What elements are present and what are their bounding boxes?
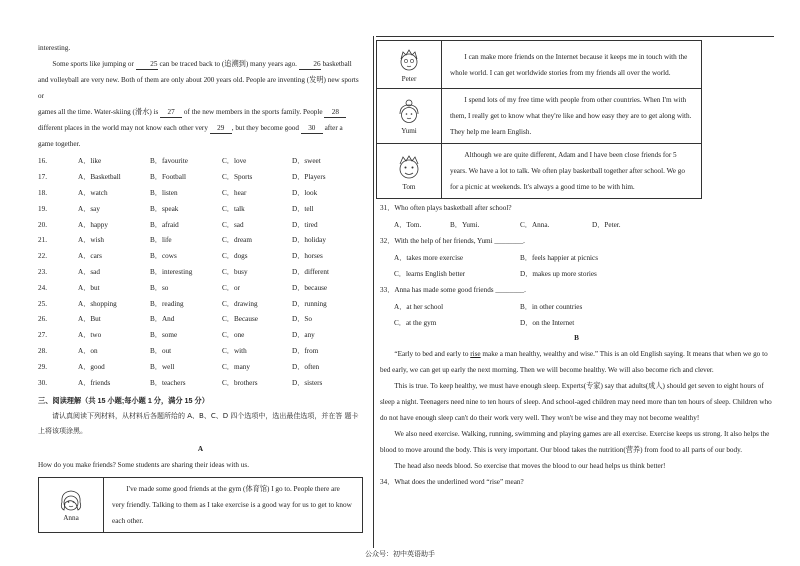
option-d[interactable]: D．different xyxy=(292,267,329,276)
option-row xyxy=(38,201,363,217)
q33-options-row1 xyxy=(380,299,773,315)
question-number: 30. xyxy=(38,378,47,387)
cloze-line: different places in the world may not know each other very 29 , but they become good 30 after a xyxy=(38,124,343,132)
q32-options-row2 xyxy=(380,266,773,282)
q33-options-row2 xyxy=(380,315,773,331)
option-c[interactable]: C．dream xyxy=(222,236,252,245)
passage-b-label: B xyxy=(574,334,579,342)
question-number: 19. xyxy=(38,204,47,213)
tom-text: Although we are quite different, Adam and I have been close friends for 5 years. We have a lot to talk. We often play basketball together after school. We go for a picnic at weekends. It's always a good time to be with him. xyxy=(442,144,702,199)
option-c[interactable]: C．drawing xyxy=(222,299,258,308)
option-d[interactable]: D．any xyxy=(292,331,315,340)
anna-text: I've made some good friends at the gym (体育馆) I go to. People there are very friendly. Talking to them as I take exercise is a good way for us to get to know each other. xyxy=(104,477,363,532)
cloze-blank: 26 xyxy=(299,59,321,70)
intro-tail: interesting. xyxy=(38,44,71,52)
option-c[interactable]: C．one xyxy=(222,331,245,340)
column-divider xyxy=(373,36,374,548)
option-row xyxy=(38,170,363,186)
option-d[interactable]: D．tell xyxy=(292,204,314,213)
passage-a-intro: How do you make friends? Some students are sharing their ideas with us. xyxy=(38,460,249,469)
option-a[interactable]: A．good xyxy=(78,362,105,371)
option-b[interactable]: B．And xyxy=(150,315,175,324)
q32-options-row1 xyxy=(380,250,773,266)
option-c[interactable]: C．dogs xyxy=(222,252,248,261)
option-d[interactable]: D．Players xyxy=(292,173,326,182)
right-column xyxy=(380,40,773,490)
q33-stem: 33．Anna has made some good friends ________. xyxy=(380,286,526,294)
cloze-blank: 25 xyxy=(136,59,158,70)
passage-b-p4: The head also needs blood. So exercise that moves the blood to our head helps us think better! xyxy=(394,462,666,470)
option-d[interactable]: D．sisters xyxy=(292,378,323,387)
option-row xyxy=(38,328,363,344)
question-number: 16. xyxy=(38,157,47,166)
tom-face-icon xyxy=(393,153,425,183)
option-c[interactable]: C．Sports xyxy=(222,173,253,182)
option-row xyxy=(38,265,363,281)
option-b[interactable]: B．some xyxy=(150,331,178,340)
peter-name: Peter xyxy=(401,75,417,83)
cloze-blank: 29 xyxy=(210,123,232,134)
cloze-line: and volleyball are very new. Both of them are only about 200 years old. People are inventing (发明) new sports or xyxy=(38,76,359,100)
yumi-text: I spend lots of my free time with people from other countries. When I'm with them, I really get to know what they're like and how easy they are to get along with. They help me learn English. xyxy=(442,89,702,144)
option-a[interactable]: A．shopping xyxy=(78,299,117,308)
option-b[interactable]: B．reading xyxy=(150,299,184,308)
option-a[interactable]: A．cars xyxy=(78,252,102,261)
option-c[interactable]: C．or xyxy=(222,283,240,292)
q32-option-c[interactable]: C．learns English better xyxy=(394,269,466,278)
cloze-line: game together. xyxy=(38,140,81,148)
cloze-blank: 30 xyxy=(301,123,323,134)
option-a[interactable]: A．friends xyxy=(78,378,111,387)
boy-face-icon xyxy=(394,47,424,75)
question-number: 23. xyxy=(38,267,47,276)
option-b[interactable]: B．listen xyxy=(150,188,178,197)
option-c[interactable]: C．love xyxy=(222,157,247,166)
option-d[interactable]: D．tired xyxy=(292,220,318,229)
option-row xyxy=(38,249,363,265)
option-row xyxy=(38,296,363,312)
anna-card xyxy=(38,477,363,533)
option-c[interactable]: C．many xyxy=(222,362,250,371)
option-b[interactable]: B．afraid xyxy=(150,220,179,229)
option-a[interactable]: A．say xyxy=(78,204,100,213)
question-number: 20. xyxy=(38,220,47,229)
option-b[interactable]: B．teachers xyxy=(150,378,186,387)
option-c[interactable]: C．talk xyxy=(222,204,245,213)
option-a[interactable]: A．Basketball xyxy=(78,173,121,182)
tom-name: Tom xyxy=(402,182,416,191)
option-d[interactable]: D．often xyxy=(292,362,320,371)
option-a[interactable]: A．two xyxy=(78,331,102,340)
option-row xyxy=(38,154,363,170)
footer-credit: 公众号：初中英语助手 xyxy=(365,550,435,558)
q31-option-d[interactable]: D．Peter. xyxy=(592,220,621,229)
option-row xyxy=(38,233,363,249)
option-d[interactable]: D．from xyxy=(292,346,319,355)
option-c[interactable]: C．hear xyxy=(222,188,247,197)
q31-option-c[interactable]: C．Anna. xyxy=(520,220,550,229)
question-number: 28. xyxy=(38,346,47,355)
q31-options xyxy=(380,217,773,233)
option-row xyxy=(38,217,363,233)
option-c[interactable]: C．sad xyxy=(222,220,244,229)
option-a[interactable]: A．but xyxy=(78,283,100,292)
option-a[interactable]: A．happy xyxy=(78,220,108,229)
q32-stem: 32．With the help of her friends, Yumi ________. xyxy=(380,237,525,245)
girl-face-icon xyxy=(56,488,86,514)
option-b[interactable]: B．interesting xyxy=(150,267,193,276)
option-b[interactable]: B．cows xyxy=(150,252,177,261)
q34-stem: 34．What does the underlined word “rise” mean? xyxy=(380,478,524,486)
question-number: 17. xyxy=(38,173,47,182)
option-a[interactable]: A．like xyxy=(78,157,102,166)
question-number: 18. xyxy=(38,188,47,197)
q33-option-d[interactable]: D．on the Internet xyxy=(520,318,575,327)
section3-instruction: 请认真阅读下列材料，从材料后各题所给的 A、B、C、D 四个选项中，选出最佳选项，并在答 题卡上将该项涂黑。 xyxy=(38,411,359,435)
option-b[interactable]: B．Football xyxy=(150,173,186,182)
q31-option-a[interactable]: A．Tom. xyxy=(394,220,422,229)
option-a[interactable]: A．But xyxy=(78,315,101,324)
question-number: 21. xyxy=(38,236,47,245)
cloze-line: Some sports like jumping or 25 can be traced back to (追溯到) many years ago. 26 basketball xyxy=(52,60,352,68)
option-b[interactable]: B．life xyxy=(150,236,172,245)
option-row xyxy=(38,312,363,328)
cloze-line: games all the time. Water-skiing (滑水) is 27 of the new members in the sports family. People 28 xyxy=(38,104,363,120)
passage-a-label: A xyxy=(197,444,204,453)
q33-option-a[interactable]: A．at her school xyxy=(394,302,444,311)
question-number: 25. xyxy=(38,299,47,308)
question-number: 29. xyxy=(38,362,47,371)
option-b[interactable]: B．speak xyxy=(150,204,179,213)
cloze-passage xyxy=(38,56,363,152)
q32-option-d[interactable]: D．makes up more stories xyxy=(520,269,597,278)
option-row xyxy=(38,359,363,375)
passage-b-p2: This is true. To keep healthy, we must have enough sleep. Experts(专家) say that adults(成人) should get seven to eight hours of sleep a night. Teenagers need nine to ten hours of sleep. And school-aged children may need more than ten hours of sleep. Children who do not have enough sleep can't do their work very well. They won't be wise and they may not become wealthy! xyxy=(380,382,772,422)
option-d[interactable]: D．So xyxy=(292,315,312,324)
q33-option-b[interactable]: B．in other countries xyxy=(520,302,583,311)
option-b[interactable]: B．out xyxy=(150,346,172,355)
option-row xyxy=(38,280,363,296)
yumi-face-icon xyxy=(394,99,424,127)
option-c[interactable]: C．Because xyxy=(222,315,258,324)
passage-b-p1: “Early to bed and early to rise make a man healthy, wealthy and wise.” This is an old English saying. It means that when we go to bed early, we can get up early the next morning. Then we will become healthy. We will also become rich and clever. xyxy=(380,350,768,374)
section3-title: 三、阅读理解（共 15 小题;每小题 1 分，满分 15 分） xyxy=(38,395,209,405)
option-a[interactable]: A．on xyxy=(78,346,98,355)
cloze-blank: 28 xyxy=(324,107,346,118)
passage-b-p3: We also need exercise. Walking, running, swimming and playing games are all exercise. Exercise keeps us strong. It also helps the blood to move around the body. This is very important. Our blood takes the nutrition(营养) from food to all parts of our body. xyxy=(380,430,770,454)
option-d[interactable]: D．horses xyxy=(292,252,323,261)
q32-option-a[interactable]: A．takes more exercise xyxy=(394,253,464,262)
question-number: 27. xyxy=(38,331,47,340)
q32-option-b[interactable]: B．feels happier at picnics xyxy=(520,253,599,262)
right-top-rule xyxy=(376,36,774,37)
peter-text: I can make more friends on the Internet because it keeps me in touch with the whole world. I can get worldwide stories from my friends all over the world. xyxy=(442,41,702,89)
option-b[interactable]: B．favourite xyxy=(150,157,188,166)
people-cards xyxy=(376,40,702,199)
option-c[interactable]: C．busy xyxy=(222,267,248,276)
underlined-word-rise: rise xyxy=(470,350,481,358)
question-number: 24. xyxy=(38,283,47,292)
option-a[interactable]: A．wish xyxy=(78,236,104,245)
question-number: 22. xyxy=(38,252,47,261)
option-c[interactable]: C．brothers xyxy=(222,378,258,387)
q31-option-b[interactable]: B．Yumi. xyxy=(450,220,480,229)
option-d[interactable]: D．holiday xyxy=(292,236,326,245)
q31-stem: 31．Who often plays basketball after school? xyxy=(380,204,512,212)
option-c[interactable]: C．with xyxy=(222,346,247,355)
option-b[interactable]: B．well xyxy=(150,362,175,371)
anna-name: Anna xyxy=(63,514,79,523)
option-d[interactable]: D．sweet xyxy=(292,157,321,166)
yumi-name: Yumi xyxy=(401,126,417,135)
option-row xyxy=(38,375,363,391)
q33-option-c[interactable]: C．at the gym xyxy=(394,318,437,327)
option-b[interactable]: B．so xyxy=(150,283,169,292)
option-a[interactable]: A．sad xyxy=(78,267,100,276)
option-a[interactable]: A．watch xyxy=(78,188,108,197)
option-d[interactable]: D．because xyxy=(292,283,328,292)
cloze-blank: 27 xyxy=(160,107,182,118)
option-d[interactable]: D．look xyxy=(292,188,318,197)
left-column xyxy=(38,40,363,533)
cloze-options xyxy=(38,154,363,391)
option-row xyxy=(38,186,363,202)
question-number: 26. xyxy=(38,315,47,324)
option-row xyxy=(38,344,363,360)
option-d[interactable]: D．running xyxy=(292,299,327,308)
